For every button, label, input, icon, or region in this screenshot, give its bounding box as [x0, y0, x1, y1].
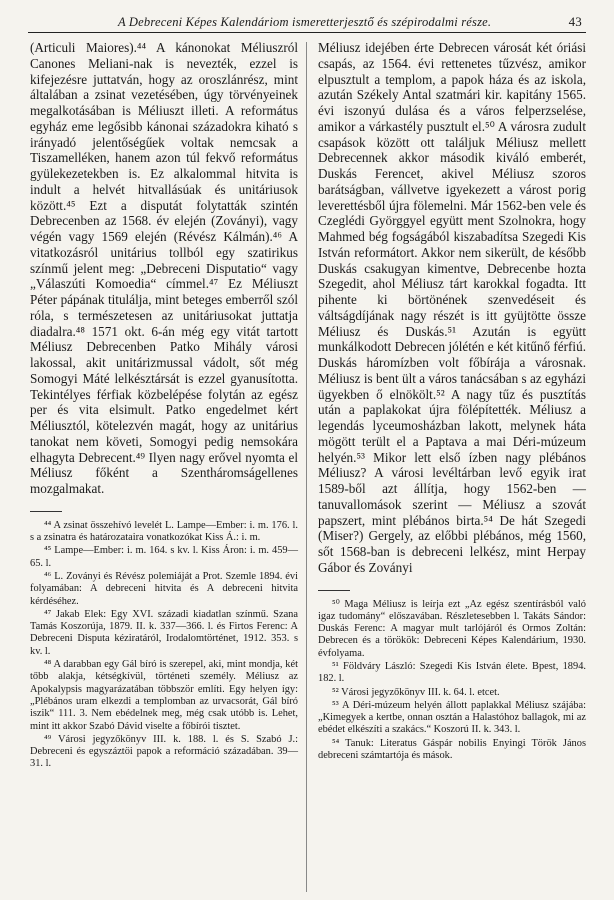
right-body-text: Méliusz idejében érte Debrecen városát két óriási csapás, az 1564. évi rettenetes tűzvész, amikor elpusztult a templom, a papok háza és az iskola, azután Székely Antal szatmári kir. kapitány 1565. évi iszonyú dulása és a város felperzselése, amikor a várkastély pusztult el.⁵⁰ A városra zudult csapások között ott találjuk Méliusz mellett Debrecennek akkor második kiváló emberét, Duskás Ferencet, akivel Méliusz szoros barátságban, vállvetve igyekezett a várost porig leverettésből újra fölemelni. Már 1562-ben vele és Czeglédi Györggyel együtt ment Szolnokra, hogy Mahmed bég fogságából kiszabadítsa Szegedi Kis István reformátort. Akkor nem sikerült, de később Duskás csakugyan kimentve, Debrecenbe hozta Szegedit, ahol Méliusz tárt karokkal fogadta. Itt pihente ki börtönének szenvedéseit és váltságdíjának nagy részét is itt gyüjtötte össze Méliusz és Duskás.⁵¹ Azután is együtt munkálkodott Debrecen jólétén e két kitűnő férfiú. Duskás háromízben volt főbírája a városnak. Méliusz is bent ült a város tanácsában s az egyházi ügyekben ő elnökölt.⁵² A nagy tűz és pusztítás után a paplakokat újra fölépítették. Méliusz a legendás lyceumosházban lakott, melynek háta mögött terült el a Paptava a mai Déri-múzeum helyén.⁵³ Mikor lett első ízben nagy plébános Méliusz? A városi levéltárban levő egyik irat 1589-ből azt állítja, hogy 1562-ben — tanuvallomások szerint — Méliusz a szovát papszert, mint plébános birta.⁵⁴ De hát Szegedi (Miser?) Gergely, az előbbi plébános, még 1560, sőt 1568-ban is debreceni lelkész, mint Herpay Gábor és Zoványi: [318, 40, 586, 575]
footnote-48: ⁴⁸ A darabban egy Gál bíró is szerepel, aki, mint mondja, két tőbb alakja, kétségkívül, történeti személy. Méliusz az Apokalypsis magyarázatában többször említi. Egy helyen így: „Plébános uram elkezdi a templomban az urvacsorát, Gál bíró iszik“ 111. 3. Nem ebédelnek meg, még csak utóbb is. Lehet, mint itt akkor Szabó Dávid viselte a főbírói tisztet.: [30, 659, 298, 732]
column-divider: [306, 42, 307, 892]
footnote-44: ⁴⁴ A zsinat összehívó levelét L. Lampe—Ember: i. m. 176. l. s a zsinatra és határozataira vonatkozókat Kiss Á.: i. m.: [30, 519, 298, 544]
page-number: 43: [568, 14, 582, 29]
left-body-text: (Articuli Maiores).⁴⁴ A kánonokat Méliuszról Canones Meliani-nak is nevezték, ezzel is kifejezésre juttatván, hogy az oroszlánrész, mint általában a zsinat vezetésében, úgy törvényeinek megalkotásában is Méliuszt illeti. A református egyház eme legősibb kánonai századokra kiható s irányadó jelentőségűek voltak nemcsak a Tiszamelléken, hanem azon túl fekvő református gyülekezetekben is. Ez alkalommal hitvita is indult a helvét hitvallásúak és unitáriusok között.⁴⁵ Ezt a disputát folytatták szintén Debrecenben az 1568. év elején (Zoványi), vagy végén vagy 1569 elején (Révész Kálmán).⁴⁶ A vitatkozásról unitárius tollból egy szatirikus színmű jelent meg: „Debreceni Disputatio“ vagy „Válaszúti Komoedia“ címmel.⁴⁷ Ez Méliuszt Péter pápának titulálja, mint beteges emberről szól róla, s természetesen az unitáriusokat juttatja diadalra.⁴⁸ 1571 okt. 6-án még egy vitát tartott Méliusz Debrecenben Patko Mihály városi lakossal, akit unitárizmussal vádolt, sőt még Somogyi Máté lelkésztársát is ezzel gyanusította. Tekintélyes férfiak közbelépése folytán az egész per és vita elsimult. Patko engedelmet kért Méliusztól, kötelezvén magát, hogy az unitárius tanokat nem követi, Somogyi pedig nemsokára elhagyta Debrecent.⁴⁹ Ilyen nagy erővel nyomta el Méliusz főként a Szentháromságellenes mozgalmakat.: [30, 40, 298, 496]
footnote-47: ⁴⁷ Jakab Elek: Egy XVI. századi kiadatlan színmű. Szana Tamás Koszorúja, 1879. II. k. 337—366. l. és Firtos Ferenc: A Debreceni Disputa kéziratáról, Irodalomtörténet, 1912. 353. s kv. l.: [30, 608, 298, 657]
footnote-separator: [30, 511, 62, 512]
left-column: [30, 40, 298, 772]
footnote-45: ⁴⁵ Lampe—Ember: i. m. 164. s kv. l. Kiss Áron: i. m. 459—65. l.: [30, 545, 298, 569]
running-header: [28, 10, 586, 33]
footnote-separator: [318, 590, 350, 591]
right-column: [318, 40, 586, 763]
left-footnotes: [30, 520, 298, 771]
footnote-51: ⁵¹ Földváry László: Szegedi Kis István élete. Bpest, 1894. 182. l.: [318, 660, 586, 685]
right-footnotes: [318, 599, 586, 763]
running-title: A Debreceni Képes Kalendáriom ismeretterjesztő és szépirodalmi része.: [118, 15, 492, 29]
footnote-46: ⁴⁶ L. Zoványi és Révész polemiáját a Prot. Szemle 1894. évi folyamában: A debreceni hitvita és A debreceni hitvita kérdéséhez.: [30, 570, 298, 607]
footnote-50: ⁵⁰ Maga Méliusz is leírja ezt „Az egész szentírásból való igaz tudomány“ előszavában. Részletesebben l. Takáts Sándor: Duskás Ferenc: A magyar mult tarlójáról és Ormos Zoltán: Debrecen és a törökök: Debreceni Képes Kalendárium, 1930. évfolyama.: [318, 598, 586, 659]
footnote-53: ⁵³ A Déri-múzeum helyén állott paplakkal Méliusz szájába: „Kimegyek a kertbe, onnan osztán a Halastóhoz ballagok, mi az ebédet elkészíti a szakács.“ Koszorú II. k. 343. l.: [318, 699, 586, 736]
footnote-49: ⁴⁹ Városi jegyzőkönyv III. k. 188. l. és S. Szabó J.: Debreceni és egyszáztöi papok a reformáció századában. 39—31. l.: [30, 733, 298, 770]
footnote-54: ⁵⁴ Tanuk: Literatus Gáspár nobilis Enyingi Török János debreceni számtartója és mások.: [318, 737, 586, 762]
footnote-52: ⁵² Városi jegyzőkönyv III. k. 64. l. etcet.: [332, 686, 500, 698]
